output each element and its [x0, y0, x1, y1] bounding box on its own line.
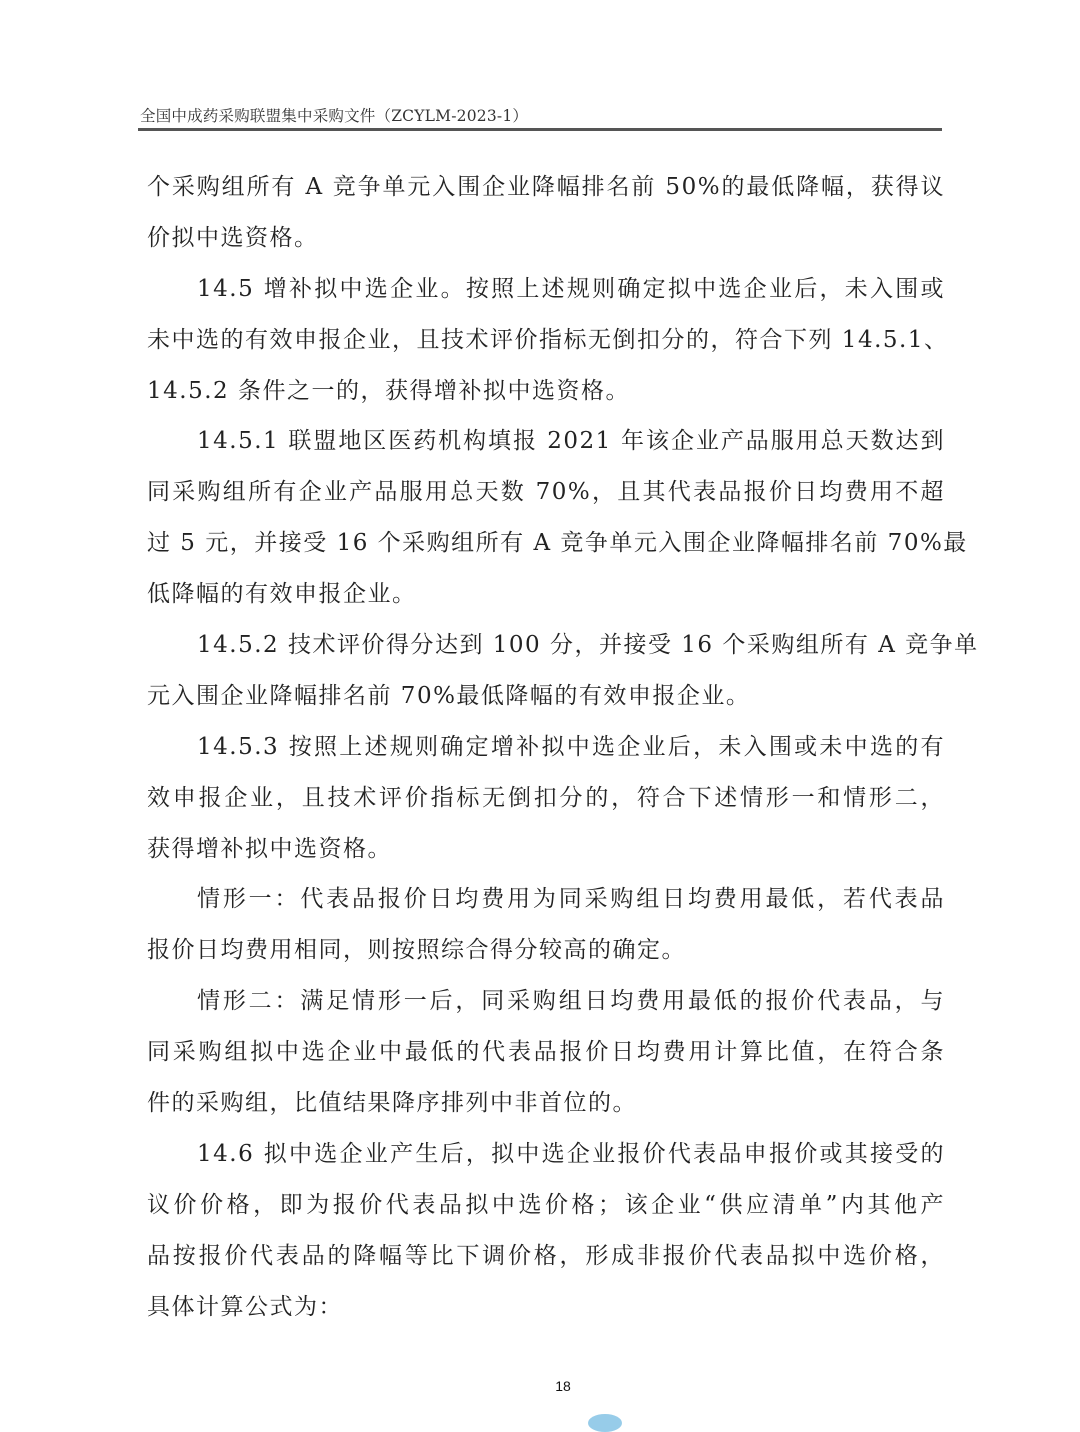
- text-line: 元入围企业降幅排名前 70%最低降幅的有效申报企业。: [147, 682, 751, 709]
- header-divider: [138, 128, 942, 131]
- text-line: 14.5 增补拟中选企业。按照上述规则确定拟中选企业后，未入围或: [197, 275, 945, 302]
- page-number: 18: [555, 1378, 571, 1394]
- document-header: 全国中成药采购联盟集中采购文件（ZCYLM-2023-1）: [140, 107, 529, 125]
- text-line: 14.5.2 条件之一的，获得增补拟中选资格。: [147, 377, 630, 404]
- text-line: 14.5.3 按照上述规则确定增补拟中选企业后，未入围或未中选的有: [197, 733, 945, 760]
- text-line: 14.6 拟中选企业产生后，拟中选企业报价代表品申报价或其接受的: [197, 1140, 945, 1167]
- text-line: 未中选的有效申报企业，且技术评价指标无倒扣分的，符合下列 14.5.1、: [147, 326, 949, 353]
- text-line: 同采购组拟中选企业中最低的代表品报价日均费用计算比值，在符合条: [147, 1039, 945, 1066]
- text-line: 获得增补拟中选资格。: [147, 835, 392, 862]
- text-line: 低降幅的有效申报企业。: [147, 581, 417, 608]
- text-line: 效申报企业，且技术评价指标无倒扣分的，符合下述情形一和情形二，: [147, 784, 945, 811]
- text-line: 情形二：满足情形一后，同采购组日均费用最低的报价代表品，与: [197, 988, 945, 1015]
- text-line: 情形一：代表品报价日均费用为同采购组日均费用最低，若代表品: [197, 886, 945, 913]
- text-line: 14.5.2 技术评价得分达到 100 分，并接受 16 个采购组所有 A 竞争单: [197, 632, 979, 659]
- decorative-watermark-icon: [588, 1414, 622, 1432]
- text-line: 同采购组所有企业产品服用总天数 70%，且其代表品报价日均费用不超: [147, 479, 945, 506]
- text-line: 14.5.1 联盟地区医药机构填报 2021 年该企业产品服用总天数达到: [197, 428, 945, 455]
- document-body: [147, 167, 979, 1337]
- text-line: 议价价格，即为报价代表品拟中选价格；该企业“供应清单”内其他产: [147, 1191, 945, 1218]
- text-line: 具体计算公式为：: [147, 1293, 343, 1320]
- text-line: 个采购组所有 A 竞争单元入围企业降幅排名前 50%的最低降幅，获得议: [147, 174, 945, 200]
- text-line: 品按报价代表品的降幅等比下调价格，形成非报价代表品拟中选价格，: [147, 1242, 945, 1269]
- text-line: 件的采购组，比值结果降序排列中非首位的。: [147, 1090, 637, 1117]
- text-line: 价拟中选资格。: [147, 224, 319, 251]
- text-line: 过 5 元，并接受 16 个采购组所有 A 竞争单元入围企业降幅排名前 70%最: [147, 530, 968, 557]
- text-line: 报价日均费用相同，则按照综合得分较高的确定。: [147, 937, 686, 964]
